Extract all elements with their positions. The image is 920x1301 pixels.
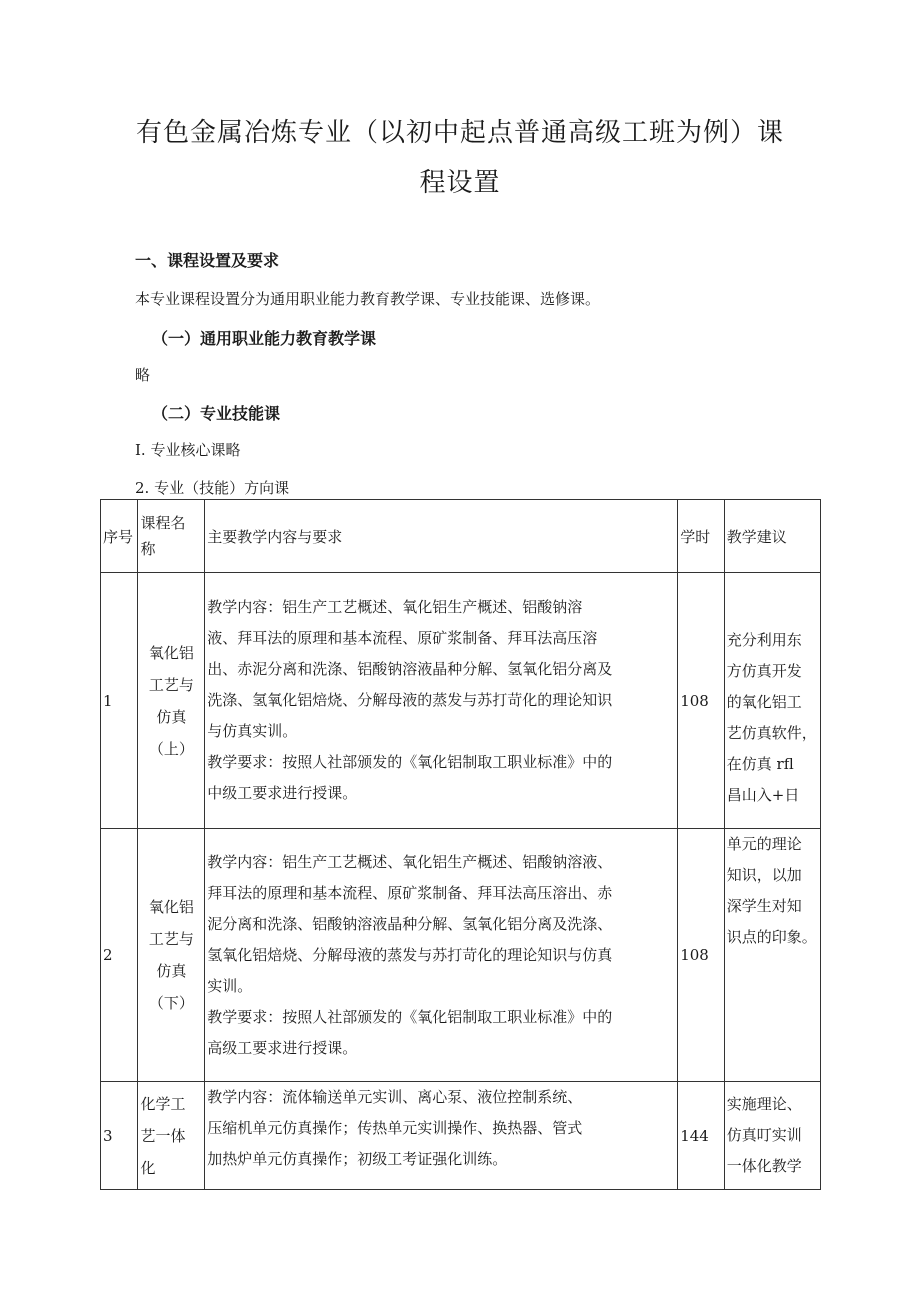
subsection-heading-2: （二）专业技能课 — [152, 404, 281, 423]
course-name-line: （上） — [148, 739, 194, 758]
content-line: 教学内容：流体输送单元实训、离心泵、液位控制系统、 — [207, 1088, 583, 1106]
row-no: 2 — [101, 829, 138, 1082]
content-line: 液、拜耳法的原理和基本流程、原矿浆制备、拜耳法高压溶 — [207, 629, 598, 647]
course-name-line: （下） — [148, 994, 194, 1012]
document-title — [120, 108, 800, 208]
advice-line: 在仿真 rfl — [726, 755, 794, 773]
course-hours: 108 — [678, 573, 725, 829]
content-line: 教学内容：铝生产工艺概述、氧化铝生产概述、铝酸钠溶 — [207, 598, 583, 616]
course-name-line: 仿真 — [156, 707, 187, 726]
content-line: 与仿真实训。 — [207, 722, 298, 740]
header-no: 序号 — [101, 500, 138, 573]
subsection-heading-1: （一）通用职业能力教育教学课 — [152, 329, 377, 348]
advice-line: 充分利用东 — [726, 631, 802, 649]
advice-line: 深学生对知 — [726, 897, 802, 915]
section-intro: 本专业课程设置分为通用职业能力教育教学课、专业技能课、选修课。 — [135, 290, 601, 308]
header-name-line-2: 称 — [140, 540, 156, 558]
course-name — [138, 573, 205, 829]
content-line: 教学要求：按照人社部颁发的《氧化铝制取工职业标准》中的 — [207, 753, 613, 771]
advice-line: 单元的理论 — [726, 835, 802, 853]
content-line: 中级工要求进行授课。 — [207, 784, 358, 802]
title-line-1: 有色金属冶炼专业（以初中起点普通高级工班为例）课 — [135, 118, 784, 148]
course-name-line: 氧化铝 — [148, 898, 194, 916]
advice-line: 仿真叮实训 — [726, 1126, 802, 1144]
course-name-line: 工艺与 — [148, 930, 194, 948]
header-hours: 学时 — [678, 500, 725, 573]
content-line: 加热炉单元仿真操作；初级工考证强化训练。 — [207, 1150, 508, 1168]
course-name — [138, 1082, 205, 1190]
course-table — [100, 499, 821, 1190]
content-line: 出、赤泥分离和洗涤、铝酸钠溶液晶种分解、氢氧化铝分离及 — [207, 660, 613, 678]
course-content — [205, 1082, 678, 1190]
course-content — [205, 829, 678, 1082]
course-name-line: 氧化铝 — [148, 643, 194, 662]
advice-line: 昌山入+日 — [726, 786, 800, 804]
row-no: 1 — [101, 573, 138, 829]
course-advice — [724, 573, 820, 829]
title-line-2: 程设置 — [419, 168, 501, 198]
content-line: 拜耳法的原理和基本流程、原矿浆制备、拜耳法高压溶出、赤 — [207, 883, 613, 902]
table-row — [101, 829, 821, 1082]
advice-line: 实施理论、 — [726, 1095, 802, 1113]
advice-line: 的氧化铝工 — [726, 693, 802, 711]
table-row — [101, 573, 821, 829]
advice-line: 识点的印象。 — [726, 928, 817, 946]
course-hours: 144 — [678, 1082, 725, 1190]
course-advice — [724, 1082, 820, 1190]
course-name-line: 仿真 — [156, 962, 187, 980]
content-line: 泥分离和洗涤、铝酸钠溶液晶种分解、氢氧化铝分离及洗涤、 — [207, 914, 613, 933]
row-no: 3 — [101, 1082, 138, 1190]
list-item-core-courses: I. 专业核心课略 — [135, 441, 241, 459]
content-line: 教学要求：按照人社部颁发的《氧化铝制取工职业标准》中的 — [207, 1007, 613, 1026]
content-line: 高级工要求进行授课。 — [207, 1038, 358, 1057]
content-line: 氢氧化铝焙烧、分解母液的蒸发与苏打苛化的理论知识与仿真 — [207, 945, 613, 964]
content-line: 教学内容：铝生产工艺概述、氧化铝生产概述、铝酸钠溶液、 — [207, 852, 613, 871]
section-heading: 一、课程设置及要求 — [135, 251, 280, 270]
course-advice — [724, 829, 820, 1082]
advice-line: 艺仿真软件， — [726, 724, 817, 742]
list-item-direction-courses: 2. 专业（技能）方向课 — [135, 479, 290, 497]
advice-line: 知识，以加 — [726, 866, 802, 884]
content-line: 洗涤、氢氧化铝焙烧、分解母液的蒸发与苏打苛化的理论知识 — [207, 691, 613, 709]
header-content: 主要教学内容与要求 — [205, 500, 678, 573]
course-name-line: 化学工 — [140, 1094, 186, 1113]
course-name-line: 工艺与 — [148, 675, 194, 694]
content-line: 实训。 — [207, 976, 253, 995]
course-content — [205, 573, 678, 829]
table-header-row — [101, 500, 821, 573]
subsection-body-1: 略 — [135, 366, 151, 384]
course-name-line: 化 — [140, 1158, 156, 1177]
header-name — [138, 500, 205, 573]
content-line: 压缩机单元仿真操作；传热单元实训操作、换热器、管式 — [207, 1119, 583, 1137]
header-name-line-1: 课程名 — [140, 514, 186, 532]
table-row — [101, 1082, 821, 1190]
course-hours: 108 — [678, 829, 725, 1082]
advice-line: 一体化教学 — [726, 1157, 802, 1175]
course-name-line: 艺一体 — [140, 1126, 186, 1145]
course-name — [138, 829, 205, 1082]
advice-line: 方仿真开发 — [726, 662, 802, 680]
header-advice: 教学建议 — [724, 500, 820, 573]
